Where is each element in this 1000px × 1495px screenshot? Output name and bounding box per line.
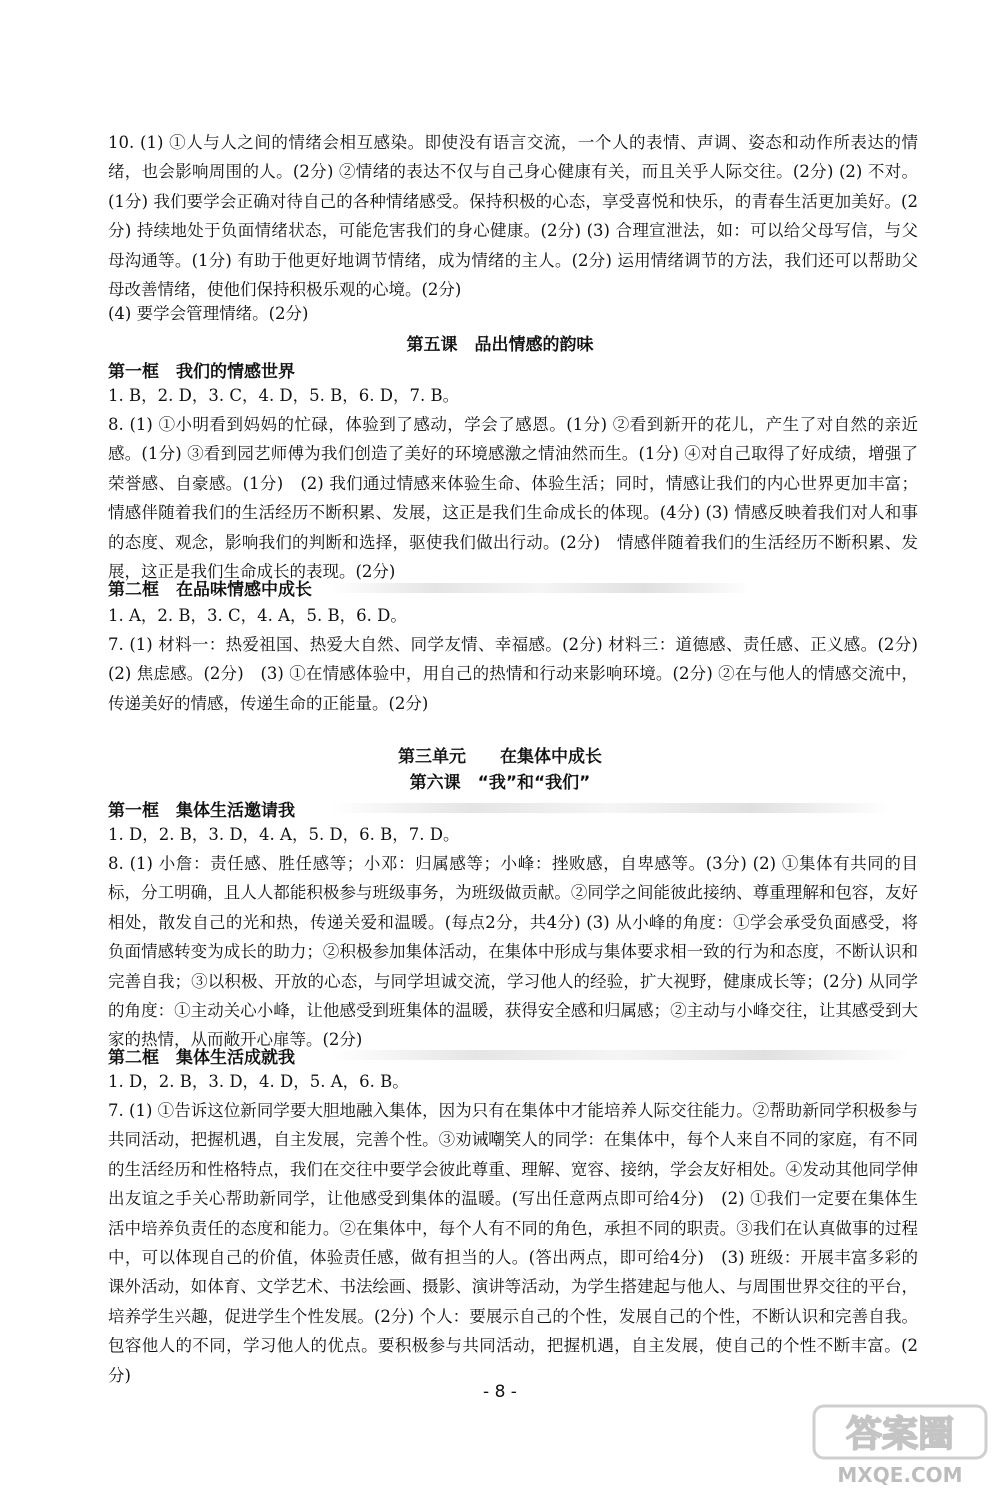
lesson-6-section-1-title: 第一框 集体生活邀请我 <box>108 801 295 821</box>
lesson-5-section-2-multiple-choice: 1. A，2. B，3. C，4. A，5. B，6. D。 <box>108 606 407 625</box>
lesson-6-title: 第六课 “我”和“我们” <box>409 773 591 793</box>
lesson-6-section-2-title: 第二框 集体生活成就我 <box>108 1048 295 1068</box>
lesson-6-section-2-multiple-choice: 1. D，2. B，3. D，4. D，5. A，6. B。 <box>108 1072 409 1091</box>
lesson-6-section-1-question-8: 8. (1) 小詹：责任感、胜任感等；小邓：归属感等；小峰：挫败感，自卑感等。(3分) (2) ①集体有共同的目标，分工明确，且人人都能积极参与班级事务，为班级做贡献。②同学之间能彼此接纳、尊重理解和包容，友好相处，散发自己的光和热，传递关爱和温暖。(每点2分，共4分) (3) 从小峰的角度：①学会承受负面感受，将负面情感转变为成长的助力；②积极参加集体活动，在集体中形成与集体要求相一致的行为和态度，不断认识和完善自我；③以积极、开放的心态，与同学坦诚交流，学习他人的经验，扩大视野，健康成长等；(2分) 从同学的角度：①主动关心小峰，让他感受到班集体的温暖，获得安全感和归属感；②主动与小峰交往，让其感受到大家的热情，从而敞开心扉等。(2分) <box>108 854 918 1050</box>
lesson-5-section-2-question-7: 7. (1) 材料一：热爱祖国、热爱大自然、同学友情、幸福感。(2分) 材料三：道德感、责任感、正义感。(2分) (2) 焦虑感。(2分) (3) ①在情感体验中，用自己的热情和行动来影响环境。(2分) ②在与他人的情感交流中，传递美好的情感，传递生命的正能量。(2分) <box>108 635 935 713</box>
lesson-5-title: 第五课 品出情感的韵味 <box>406 335 594 355</box>
lesson-5-section-1-multiple-choice: 1. B，2. D，3. C，4. D，5. B，6. D，7. B。 <box>108 386 460 405</box>
question-10-part-4: (4) 要学会管理情绪。(2分) <box>108 304 309 323</box>
lesson-5-section-1-title: 第一框 我们的情感世界 <box>108 362 295 382</box>
scan-smudge <box>330 583 750 593</box>
watermark-logo-text: 答案圈 <box>845 1414 955 1455</box>
lesson-6-section-2-question-7: 7. (1) ①告诉这位新同学要大胆地融入集体，因为只有在集体中才能培养人际交往能力。②帮助新同学积极参与共同活动，把握机遇，自主发展，完善个性。③劝诫嘲笑人的同学：在集体中，每个人来自不同的家庭，有不同的生活经历和性格特点，我们在交往中要学会彼此尊重、理解、宽容、接纳，学会友好相处。④发动其他同学伸出友谊之手关心帮助新同学，让他感受到集体的温暖。(写出任意两点即可给4分) (2) ①我们一定要在集体生活中培养负责任的态度和能力。②在集体中，每个人有不同的角色，承担不同的职责。③我们在认真做事的过程中，可以体现自己的价值，体验责任感，做有担当的人。(答出两点，即可给4分) (3) 班级：开展丰富多彩的课外活动，如体育、文学艺术、书法绘画、摄影、演讲等活动，为学生搭建起与他人、与周围世界交往的平台，培养学生兴趣，促进学生个性发展。(2分) 个人：要展示自己的个性，发展自己的个性，不断认识和完善自我。包容他人的不同，学习他人的优点。要积极参与共同活动，把握机遇，自主发展，使自己的个性不断丰富。(2分) <box>108 1101 918 1385</box>
unit-3-title: 第三单元 在集体中成长 <box>398 747 602 767</box>
lesson-5-section-1-question-8: 8. (1) ①小明看到妈妈的忙碌，体验到了感动，学会了感恩。(1分) ②看到新开的花儿，产生了对自然的亲近感。(1分) ③看到园艺师傅为我们创造了美好的环境感激之情油然而生。(1分) ④对自己取得了好成绩，增强了荣誉感、自豪感。(1分) (2) 我们通过情感来体验生命、体验生活；同时，情感让我们的内心世界更加丰富；情感伴随着我们的生活经历不断积累、发展，这正是我们生命成长的体现。(4分) (3) 情感反映着我们对人和事的态度、观念，影响我们的判断和选择，驱使我们做出行动。(2分) 情感伴随着我们的生活经历不断积累、发展，这正是我们生命成长的表现。(2分) <box>108 415 918 582</box>
watermark-logo <box>810 1400 990 1490</box>
lesson-5-section-2-title: 第二框 在品味情感中成长 <box>108 580 312 600</box>
watermark-url: MXQE.COM <box>837 1463 963 1487</box>
scan-smudge <box>330 1050 910 1060</box>
question-10-answer: 10. (1) ①人与人之间的情绪会相互感染。即使没有语言交流，一个人的表情、声调、姿态和动作所表达的情绪，也会影响周围的人。(2分) ②情绪的表达不仅与自己身心健康有关，而且关乎人际交往。(2分) (2) 不对。(1分) 我们要学会正确对待自己的各种情绪感受。保持积极的心态，享受喜悦和快乐，的青春生活更加美好。(2分) 持续地处于负面情绪状态，可能危害我们的身心健康。(2分) (3) 合理宣泄法，如：可以给父母写信，与父母沟通等。(1分) 有助于他更好地调节情绪，成为情绪的主人。(2分) 运用情绪调节的方法，我们还可以帮助父母改善情绪，使他们保持积极乐观的心境。(2分) <box>108 133 918 300</box>
scan-smudge <box>330 803 890 813</box>
lesson-6-section-1-multiple-choice: 1. D，2. B，3. D，4. A，5. D，6. B，7. D。 <box>108 825 460 844</box>
page-number: - 8 - <box>483 1382 517 1402</box>
